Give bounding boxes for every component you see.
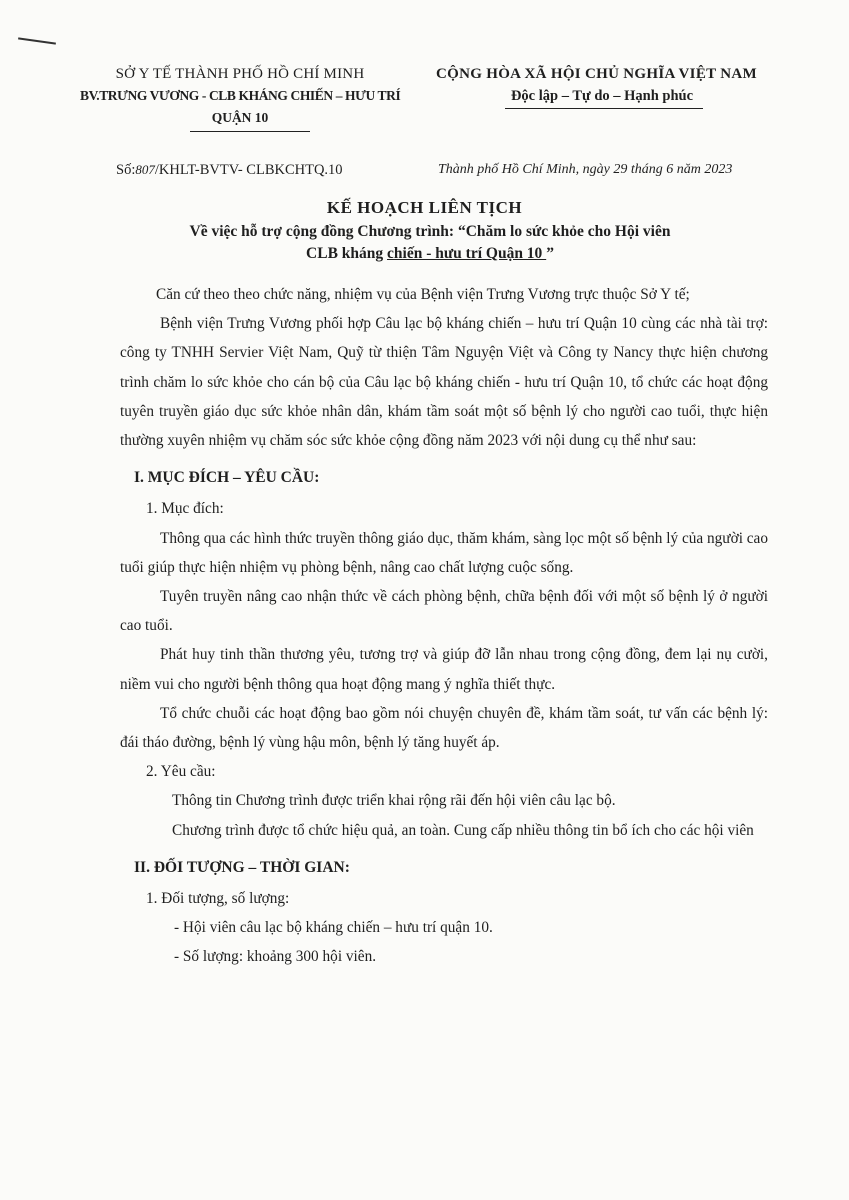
doc-number-handwritten: 807 <box>135 162 155 177</box>
target-item: - Số lượng: khoảng 300 hội viên. <box>174 948 377 966</box>
document-subtitle <box>100 221 760 265</box>
subtitle-line2-c: ” <box>546 245 554 262</box>
document-title: KẾ HOẠCH LIÊN TỊCH <box>326 198 523 217</box>
purpose-item: Thông qua các hình thức truyền thông giáo dục, thăm khám, sàng lọc một số bệnh lý của người cao tuổi giúp thực hiện nhiệm vụ phòng bệnh, nâng cao chất lượng cuộc sống. <box>120 529 768 576</box>
section2-heading: II. ĐỐI TƯỢNG – THỜI GIAN: <box>134 858 350 876</box>
requirement-item: Chương trình được tổ chức hiệu quả, an toàn. Cung cấp nhiều thông tin bổ ích cho các hội viên <box>172 821 754 839</box>
subtitle-line2-underlined: chiến - hưu trí Quận 10 <box>387 245 547 262</box>
header-left-underline <box>190 131 310 132</box>
requirement-item: Thông tin Chương trình được triển khai rộng rãi đến hội viên câu lạc bộ. <box>172 792 616 810</box>
subtitle-line1: Về việc hỗ trợ cộng đồng Chương trình: “Chăm lo sức khỏe cho Hội viên <box>189 223 671 240</box>
subtitle-line2-a: CLB kháng <box>306 245 388 262</box>
document-body <box>120 280 768 972</box>
header-right-underline <box>505 108 703 109</box>
section1-sub1: 1. Mục đích: <box>146 500 224 518</box>
doc-number-prefix: Số: <box>116 162 136 178</box>
document-date: Thành phố Hồ Chí Minh, ngày 29 tháng 6 năm 2023 <box>438 162 733 177</box>
document-number <box>116 162 343 179</box>
purpose-item: Tuyên truyền nâng cao nhận thức về cách phòng bệnh, chữa bệnh đối với một số bệnh lý ở người cao tuổi. <box>120 588 768 635</box>
section1-heading: I. MỤC ĐÍCH – YÊU CẦU: <box>134 469 320 487</box>
purpose-item: Tổ chức chuỗi các hoạt động bao gồm nói chuyện chuyên đề, khám tầm soát, tư vấn các bệnh lý: đái tháo đường, bệnh lý vùng hậu môn, bệnh lý tăng huyết áp. <box>120 704 768 752</box>
scan-pen-mark <box>18 37 56 44</box>
purpose-item: Phát huy tinh thần thương yêu, tương trợ và giúp đỡ lẫn nhau trong cộng đồng, đem lại nụ cười, niềm vui cho người bệnh thông qua hoạt động mang ý nghĩa thiết thực. <box>120 646 768 693</box>
subtitle-line2 <box>100 243 760 265</box>
section2-sub1: 1. Đối tượng, số lượng: <box>146 890 290 908</box>
header-motto: Độc lập – Tự do – Hạnh phúc <box>510 88 694 104</box>
header-country: CỘNG HÒA XÃ HỘI CHỦ NGHĨA VIỆT NAM <box>436 66 757 82</box>
intro-paragraph-2: Bệnh viện Trưng Vương phối hợp Câu lạc bộ kháng chiến – hưu trí Quận 10 cùng các nhà tài trợ: công ty TNHH Servier Việt Nam, Quỹ từ thiện Tâm Nguyện Việt và Công ty Nancy thực hiện chương trình chăm lo sức khỏe cho cán bộ của Câu lạc bộ kháng chiến - hưu trí Quận 10, tổ chức các hoạt động tuyên truyền giáo dục sức khỏe nhân dân, khám tầm soát một số bệnh lý cho người cao tuổi, thực hiện thường xuyên nhiệm vụ chăm sóc sức khỏe cộng đồng năm 2023 với nội dung cụ thể như sau: <box>120 315 768 450</box>
intro-paragraph-1: Căn cứ theo theo chức năng, nhiệm vụ của Bệnh viện Trưng Vương trực thuộc Sở Y tế; <box>156 286 690 303</box>
section1-sub2: 2. Yêu cầu: <box>146 763 216 781</box>
target-item: - Hội viên câu lạc bộ kháng chiến – hưu trí quận 10. <box>174 919 493 937</box>
header-district: QUẬN 10 <box>211 110 269 125</box>
doc-number-suffix: /KHLT-BVTV- CLBKCHTQ.10 <box>154 162 343 178</box>
header-organization: BV.TRƯNG VƯƠNG - CLB KHÁNG CHIẾN – HƯU TRÍ <box>80 88 401 103</box>
header-ministry: SỞ Y TẾ THÀNH PHỐ HỒ CHÍ MINH <box>115 66 365 82</box>
